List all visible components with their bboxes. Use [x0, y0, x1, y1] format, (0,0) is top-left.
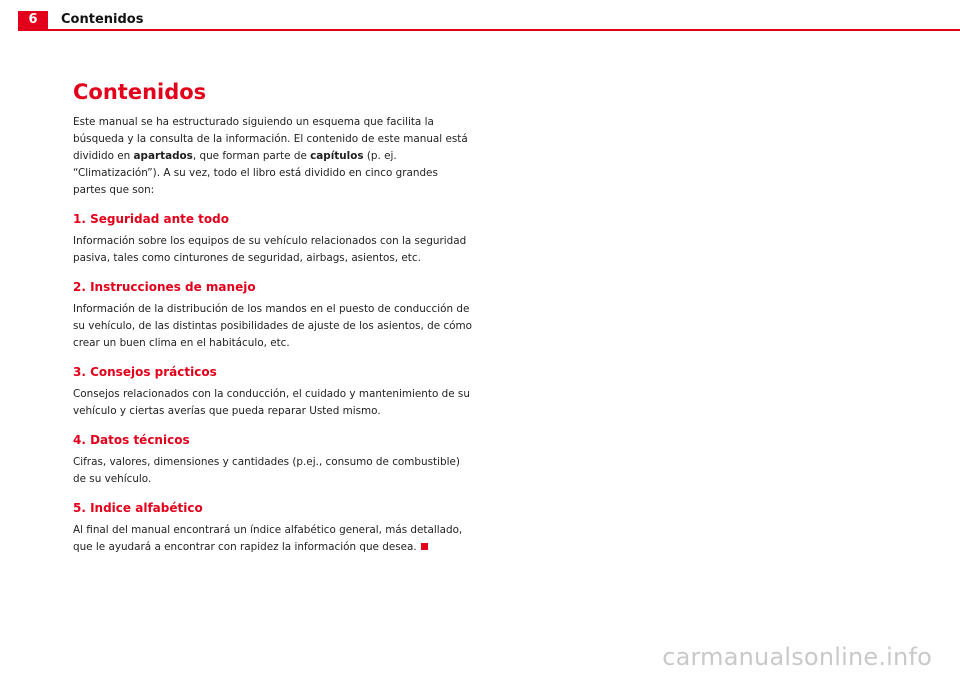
running-header-title: Contenidos	[61, 12, 144, 27]
section-text-manejo: Información de la distribución de los mandos en el puesto de conducción de su vehículo, de las distintas posibilidades de ajuste de los asientos, de cómo crear un buen clima en el habitáculo, etc.	[73, 303, 473, 349]
page-number-badge: 6	[18, 11, 48, 29]
section-title-indice: 5. Indice alfabético	[73, 501, 203, 515]
watermark-text: carmanualsonline.info	[662, 643, 932, 671]
main-content	[73, 78, 473, 556]
page-title: Contenidos	[73, 80, 207, 104]
section-title-manejo: 2. Instrucciones de manejo	[73, 280, 256, 294]
section-text-indice: Al final del manual encontrará un índice alfabético general, más detallado, que le ayudará a encontrar con rapidez la información que desea.	[73, 524, 463, 553]
page-header	[0, 0, 960, 32]
intro-text-1: Este manual se ha estructurado siguiendo un esquema que facilita la búsqueda y la consulta de la información. El contenido de este manual está dividido en	[73, 116, 468, 162]
intro-text-3: (p. ej. “Climatización”). A su vez, todo el libro está dividido en cinco grandes partes que son:	[73, 150, 438, 196]
header-rule	[18, 29, 960, 31]
section-title-datos: 4. Datos técnicos	[73, 433, 190, 447]
section-text-datos: Cifras, valores, dimensiones y cantidades (p.ej., consumo de combustible) de su vehículo.	[73, 456, 460, 485]
intro-paragraph	[73, 114, 473, 199]
end-of-section-square-icon	[421, 543, 428, 550]
intro-bold-apartados: apartados	[133, 150, 193, 162]
section-title-consejos: 3. Consejos prácticos	[73, 365, 217, 379]
section-text-seguridad: Información sobre los equipos de su vehículo relacionados con la seguridad pasiva, tales como cinturones de seguridad, airbags, asientos, etc.	[73, 235, 467, 264]
section-text-consejos: Consejos relacionados con la conducción, el cuidado y mantenimiento de su vehículo y ciertas averías que pueda reparar Usted mismo.	[73, 388, 470, 417]
intro-bold-capitulos: capítulos	[310, 150, 364, 162]
section-title-seguridad: 1. Seguridad ante todo	[73, 212, 229, 226]
section-paragraph-indice	[73, 522, 473, 556]
intro-text-2: , que forman parte de	[192, 150, 311, 162]
